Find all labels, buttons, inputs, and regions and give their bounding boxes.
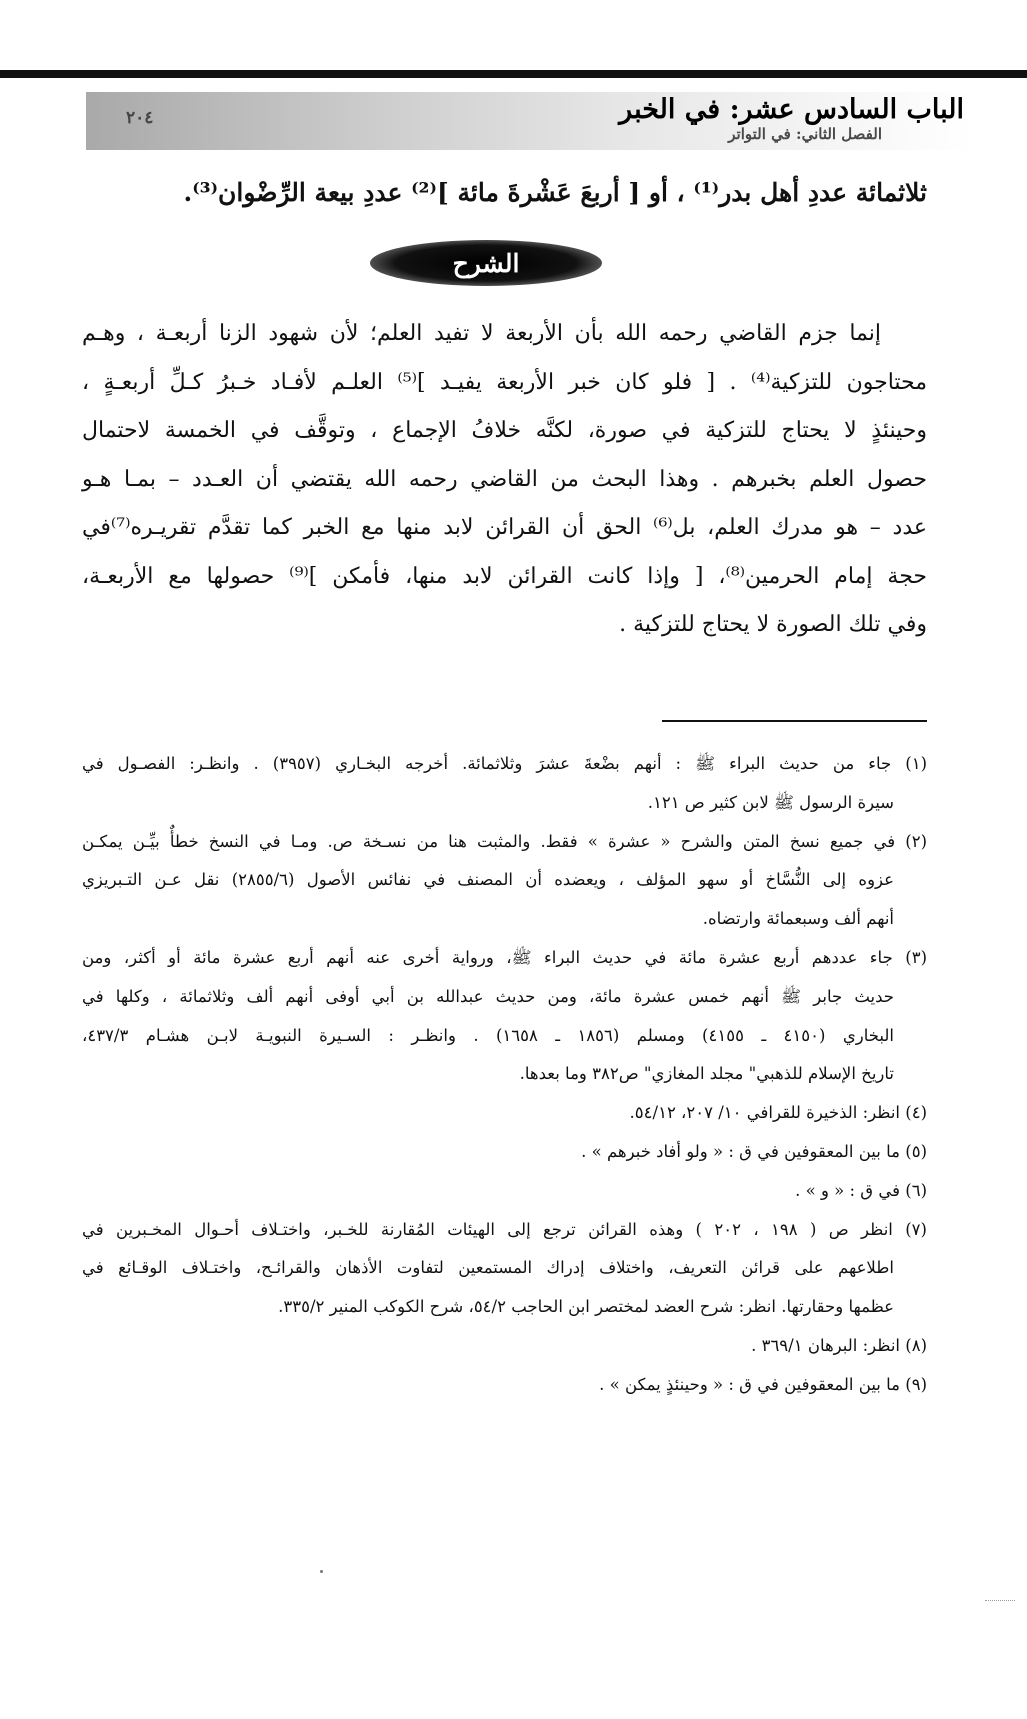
footnote (82, 1133, 927, 1172)
footnote-line: حديث جابر ﷺ أنهم خمس عشرة مائة، ومن حديث عبدالله بن أبي أوفى أنهم ألف وثلاثمائة ، وكلها في (82, 986, 894, 1006)
footnote-line: عزوه إلى النُّسَّاخ أو سهو المؤلف ، ويعضده أن المصنف في نفائس الأصول (٢٨٥٥/٦) نقل عـن التـبريزي (82, 870, 894, 890)
footnote (82, 745, 927, 823)
footnote-line: (٨) انظر: البرهان ٣٦٩/١ . (751, 1335, 927, 1355)
scan-speck (320, 1570, 323, 1573)
footnote-line: عظمها وحقارتها. انظر: شرح العضد لمختصر ابن الحاجب ٥٤/٢، شرح الكوكب المنير ٣٣٥/٢. (278, 1297, 894, 1317)
footnote (82, 1211, 927, 1327)
footnote-line: البخاري (٤١٥٠ ـ ٤١٥٥) ومسلم (١٨٥٦ ـ ١٦٥٨) . وانظـر : السـيرة النبويـة لابـن هشـام ٤٣٧/٣، (82, 1025, 894, 1045)
commentary-line: وفي تلك الصورة لا يحتاج للتزكية . (619, 612, 927, 637)
top-rule (0, 70, 1027, 78)
footnote-line: أنهم ألف وسبعمائة وارتضاه. (702, 909, 894, 929)
chapter-title: الباب السادس عشر: في الخبر (619, 94, 964, 125)
footnote-line: (٤) انظر: الذخيرة للقرافي ١٠/ ٢٠٧، ٥٤/١٢. (629, 1103, 927, 1123)
commentary-line: عدد – هو مدرك العلم، بل⁽⁶⁾ الحق أن القرائن لابد منها مع الخبر كما تقدَّم تقريـره⁽⁷⁾في (82, 515, 927, 540)
footnote-line: (٣) جاء عددهم أربع عشرة مائة في حديث البراء ﷺ، ورواية أخرى عنه أنهم أربع عشرة مائة أو أكثر، ومن (82, 947, 927, 967)
running-header (86, 92, 972, 150)
footnote (82, 1172, 927, 1211)
footnote (82, 823, 927, 939)
section-subtitle: الفصل الثاني: في التواتر (728, 125, 882, 143)
commentary-line: محتاجون للتزكية⁽⁴⁾ . [ فلو كان خبر الأربعة يفيـد ]⁽⁵⁾ العلـم لأفـاد خـبرُ كـلِّ أربعـةٍ ، (82, 369, 928, 395)
footnote-line: (١) جاء من حديث البراء ﷺ : أنهم بضْعةَ عشرَ وثلاثمائة. أخرجه البخـاري (٣٩٥٧) . وانظـر: الفصـول في (82, 754, 927, 773)
footnotes (82, 745, 927, 1405)
footnote (82, 1094, 927, 1133)
footnote-line: (٧) انظر ص ( ١٩٨ ، ٢٠٢ ) وهذه القرائن ترجع إلى الهيئات المُقارنة للخـبر، واختـلاف أحـوال المخـبرين في (82, 1219, 927, 1239)
commentary-line: حصول العلم بخبرهم . وهذا البحث من القاضي رحمه الله يقتضي أن العـدد – بمـا هـو (82, 466, 927, 492)
matn-line: ثلاثمائة عددِ أهل بدر⁽¹⁾ ، أو [ أربعَ عَشْرةَ مائة ]⁽²⁾ عددِ بيعة الرِّضْوان⁽³⁾. (183, 178, 927, 207)
footnote-divider (662, 720, 927, 722)
footnote (82, 1366, 927, 1405)
scan-speck (985, 1600, 1015, 1603)
footnote-line: سيرة الرسول ﷺ لابن كثير ص ١٢١. (647, 792, 894, 812)
commentary-line: إنما جزم القاضي رحمه الله بأن الأربعة لا تفيد العلم؛ لأن شهود الزنا أربعـة ، وهـم (82, 321, 881, 346)
footnote-line: (٢) في جميع نسخ المتن والشرح « عشرة » فقط. والمثبت هنا من نسـخة ص. ومـا في النسخ خطأٌ بيِّـن يمكـن (82, 831, 927, 851)
footnote-line: (٩) ما بين المعقوفين في ق : « وحينئذٍ يمكن » . (599, 1374, 927, 1394)
commentary-line: حجة إمام الحرمين⁽⁸⁾، [ وإذا كانت القرائن لابد منها، فأمكن ]⁽⁹⁾ حصولها مع الأربعـة، (82, 563, 928, 589)
footnote-line: (٥) ما بين المعقوفين في ق : « ولو أفاد خبرهم » . (581, 1141, 927, 1161)
commentary-line: وحينئذٍ لا يحتاج للتزكية في صورة، لكنَّه خلافُ الإجماع ، وتوقَّف في الخمسة لاحتمال (82, 418, 927, 443)
footnote-line: (٦) في ق : « و » . (795, 1180, 927, 1200)
footnote-line: تاريخ الإسلام للذهبي" مجلد المغازي" ص٣٨٢ وما بعدها. (519, 1064, 894, 1084)
sharh-label-text: الشرح (452, 248, 520, 278)
commentary-paragraph (82, 310, 927, 650)
sharh-label (370, 240, 602, 286)
page-number: ٢٠٤ (126, 108, 154, 128)
footnote (82, 1327, 927, 1366)
footnote-line: اطلاعهم على قرائن التعريف، واختلاف إدراك المستمعين لتفاوت الأذهان والقرائـح، واختـلاف الوقـائع في (82, 1258, 894, 1278)
footnote (82, 939, 927, 1094)
